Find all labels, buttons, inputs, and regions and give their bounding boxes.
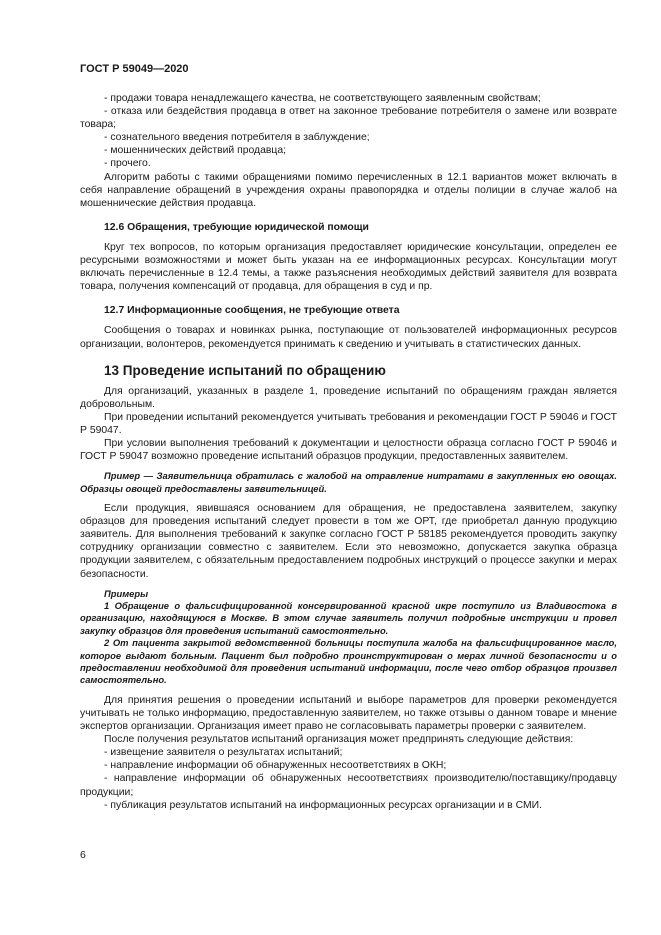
list-item: - направление информации об обнаруженных несоответствиях производителю/поставщику/продавцу продукции; [80,773,617,798]
example-note: 1 Обращение о фальсифицированной консервированной красной икре поступило из Владивостока в организацию, находящуюся в Москве. В этом случае заявитель получил подробные инструкции и провел закупку образцов для проведения испытаний самостоятельно. [80,600,617,636]
list-item: - отказа или бездействия продавца в ответ на законное требование потребителя о замене или возврате товара; [80,106,617,131]
paragraph: Для принятия решения о проведении испытаний и выборе параметров для проверки рекомендуется учитывать не только информацию, предоставленную заявителем, но также отзывы о данном товаре и мнение экспертов организации. Организация имеет право не согласовывать параметры проверки с заявителем. [80,694,617,733]
list-item: - прочего. [104,158,151,170]
subsection-heading-12-7: 12.7 Информационные сообщения, не требующие ответа [104,305,400,317]
paragraph: При условии выполнения требований к документации и целостности образца согласно ГОСТ Р 59046 и ГОСТ Р 59047 возможно проведение испытаний образцов продукции, предоставленных заявителем. [80,438,617,463]
list-item: - сознательного введения потребителя в заблуждение; [104,132,370,144]
list-item: - направление информации об обнаруженных несоответствиях в ОКН; [104,760,447,772]
list-item: - продажи товара ненадлежащего качества, не соответствующего заявленным свойствам; [104,93,541,104]
section-heading-13: 13 Проведение испытаний по обращению [104,362,386,378]
paragraph: Для организаций, указанных в разделе 1, проведение испытаний по обращениям граждан является добровольным. [80,385,617,410]
examples-heading: Примеры [104,587,149,599]
paragraph: Сообщения о товарах и новинках рынка, поступающие от пользователей информационных ресурсов организации, волонтеров, рекомендуется принимать к сведению и учитывать в статистических данных. [80,325,617,350]
paragraph: Алгоритм работы с такими обращениями помимо перечисленных в 12.1 вариантов может включать в себя направление обращений в учреждения охраны правопорядка и отделы полиции в случае жалоб на мошеннические действия продавца. [80,171,617,209]
list-item: - мошеннических действий продавца; [104,145,287,157]
subsection-heading-12-6: 12.6 Обращения, требующие юридической помощи [104,221,369,233]
example-note: Пример — Заявительница обратилась с жалобой на отравление нитратами в закупленных ею овощах. Образцы овощей предоставлены заявительницей. [80,470,617,494]
paragraph: При проведении испытаний рекомендуется учитывать требования и рекомендации ГОСТ Р 59046 и ГОСТ Р 59047. [80,411,617,436]
list-item: - публикация результатов испытаний на информационных ресурсах организации и в СМИ. [104,799,542,811]
paragraph: Круг тех вопросов, по которым организация предоставляет юридические консультации, определен ее ресурсными возможностями и может быть указан на ее информационных ресурсах. Консультации могут включать перечисленные в 12.4 темы, а также разъяснения необходимых действий заявителя для возврата товара, получения компенсаций от продавца, для обращения в суд и пр. [80,241,617,293]
example-note: 2 От пациента закрытой ведомственной больницы поступила жалоба на фальсифицированное масло, которое выдают больным. Пациент был подробно проинструктирован о мерах личной безопасности и о предоставлении необходимой для проведения испытаний информации, после чего отбор образцов произвел самостоятельно. [80,637,617,686]
list-item: - извещение заявителя о результатах испытаний; [104,747,343,759]
paragraph: После получения результатов испытаний организация может предпринять следующие действия: [104,734,574,746]
paragraph: Если продукция, явившаяся основанием для обращения, не предоставлена заявителем, закупку образцов для проведения испытаний следует провести в том же ОРТ, где приобретал данную продукцию заявитель. Для выполнения требований к закупке согласно ГОСТ Р 58185 рекомендуется проводить закупку сотруднику организации совместно с заявителем. Если это невозможно, допускается закупка образца продукции заявителем, с обязательным предоставлением подробных инструкций о процессе закупки и мерах безопасности. [80,503,617,580]
page-body [80,92,617,812]
page-number: 6 [80,849,86,861]
document-header: ГОСТ Р 59049—2020 [80,63,189,75]
